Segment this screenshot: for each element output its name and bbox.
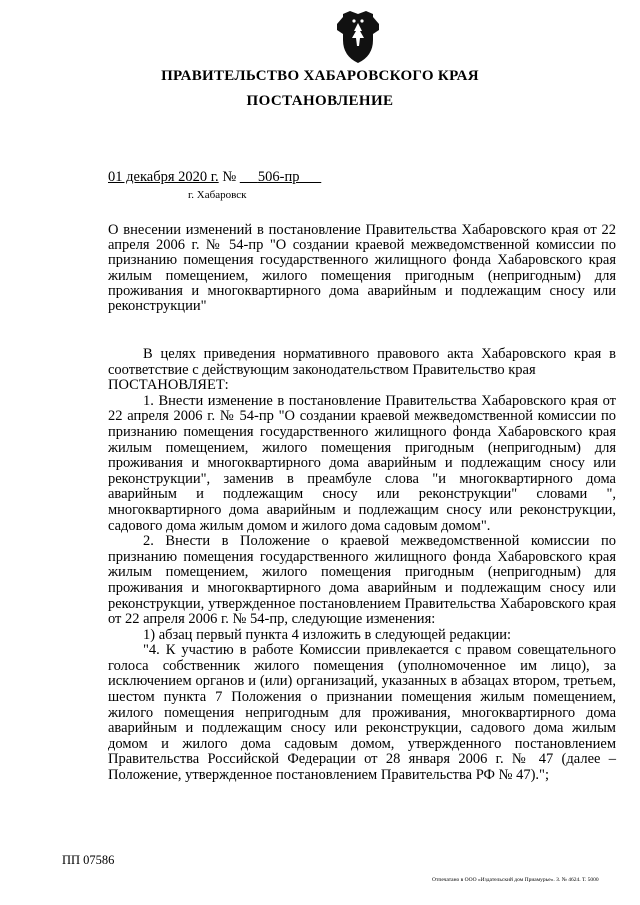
document-city: г. Хабаровск xyxy=(188,189,247,201)
paragraph-1: 1. Внести изменение в постановление Правительства Хабаровского края от 22 апреля 2006 г. № 54-пр "О создании краевой межведомственной комиссии по признанию помещения государственного жилищного фонда Хабаровского края жилым помещением, жилого помещения пригодным (непригодным) для проживания и многоквартирного дома аварийным и подлежащим сносу или реконструкции", заменив в преамбуле слова "и многоквартирного дома аварийным и подлежащим сносу или реконструкции" словами ", многоквартирного дома аварийным и подлежащим сносу или реконструкции, садового дома жилым домом и жилого дома садовым домом". xyxy=(108,392,616,534)
resolves-keyword: ПОСТАНОВЛЯЕТ: xyxy=(108,377,229,394)
paragraph-3: 1) абзац первый пункта 4 изложить в следующей редакции: xyxy=(143,626,512,643)
paragraph-4: "4. К участию в работе Комиссии привлекается с правом совещательного голоса собственник жилого помещения (уполномоченное им лицо), за исключением органов и (или) организаций, указанных в абзацах втором, третьем, шестом пункта 7 Положения о признании помещения жилым помещением, жилого помещения непригодным для проживания, многоквартирного дома аварийным и подлежащим сносу или реконструкции, садового дома жилым домом и жилого дома садовым домом, утвержденного постановлением Правительства Российской Федерации от 28 января 2006 г. № 47 (далее – Положение, утвержденное постановлением Правительства РФ № 47)."; xyxy=(108,642,616,784)
printer-note: Отпечатано в ООО «Издательский дом Приамурье». З. № 4624. Т. 5000 xyxy=(432,877,599,883)
intro-paragraph: В целях приведения нормативного правового акта Хабаровского края в соответствие с действующим законодательством Правительство края xyxy=(108,346,616,378)
document-code: ПП 07586 xyxy=(62,853,115,867)
coat-of-arms-icon xyxy=(333,8,383,66)
document-body xyxy=(108,347,616,784)
document-date: 01 декабря 2020 г. xyxy=(108,169,219,185)
paragraph-2: 2. Внести в Положение о краевой межведомственной комиссии по признанию помещения государственного жилищного фонда Хабаровского края жилым помещением, жилого помещения пригодным (непригодным) для проживания и многоквартирного дома аварийным и подлежащим сносу или реконструкции, утвержденное постановлением Правительства Хабаровского края от 22 апреля 2006 г. № 54-пр, следующие изменения: xyxy=(108,533,616,628)
government-title: ПРАВИТЕЛЬСТВО ХАБАРОВСКОГО КРАЯ xyxy=(161,68,479,84)
document-subject: О внесении изменений в постановление Правительства Хабаровского края от 22 апреля 2006 г. № 54-пр "О создании краевой межведомственной комиссии по признанию помещения государственного жилищного фонда Хабаровского края жилым помещением, жилого помещения пригодным (непригодным) для проживания и многоквартирного дома аварийным и подлежащим сносу или реконструкции" xyxy=(108,222,616,315)
document-type: ПОСТАНОВЛЕНИЕ xyxy=(246,93,394,109)
number-sign: № xyxy=(222,169,237,185)
document-number: 506-пр xyxy=(257,169,300,185)
date-number-line xyxy=(108,169,321,186)
